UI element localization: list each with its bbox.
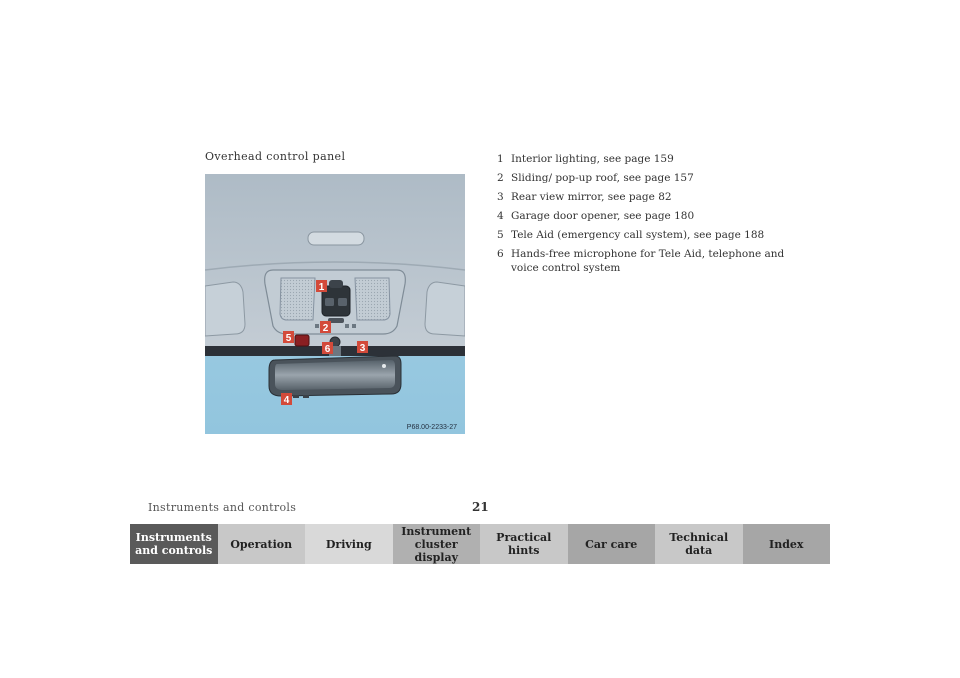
chapter-nav (130, 524, 830, 564)
nav-tab-operation[interactable]: Operation (218, 524, 306, 564)
nav-tab-technical-data[interactable]: Technical data (655, 524, 743, 564)
page-number: 21 (472, 500, 489, 514)
nav-tab-car-care[interactable]: Car care (568, 524, 656, 564)
nav-tab-driving[interactable]: Driving (305, 524, 393, 564)
legend-item: 3 Rear view mirror, see page 82 (497, 191, 672, 203)
nav-tab-index[interactable]: Index (743, 524, 831, 564)
callout-label-1: 1 (318, 282, 325, 293)
legend-item: 2 Sliding/ pop-up roof, see page 157 (497, 172, 694, 184)
callout-label-5: 5 (285, 333, 292, 344)
legend-item: 1 Interior lighting, see page 159 (497, 153, 674, 165)
callout-label-4: 4 (283, 395, 290, 406)
nav-tab-instruments-and-controls[interactable]: Instruments and controls (130, 524, 218, 564)
chapter-title: Instruments and controls (148, 501, 297, 514)
section-title: Overhead control panel (205, 150, 346, 163)
nav-tab-practical-hints[interactable]: Practical hints (480, 524, 568, 564)
callout-label-3: 3 (359, 343, 366, 354)
callout-label-6: 6 (324, 344, 331, 355)
image-code: P68.00-2233-27 (406, 424, 457, 431)
legend-item: 6 Hands-free microphone for Tele Aid, telephone and voice control system (497, 248, 785, 274)
callout-legend (497, 152, 787, 280)
overhead-panel-illustration (205, 174, 465, 434)
legend-item: 5 Tele Aid (emergency call system), see page 188 (497, 229, 765, 241)
callout-label-2: 2 (322, 323, 329, 334)
nav-tab-instrument-cluster-display[interactable]: Instrument cluster display (393, 524, 481, 564)
legend-item: 4 Garage door opener, see page 180 (497, 210, 695, 222)
